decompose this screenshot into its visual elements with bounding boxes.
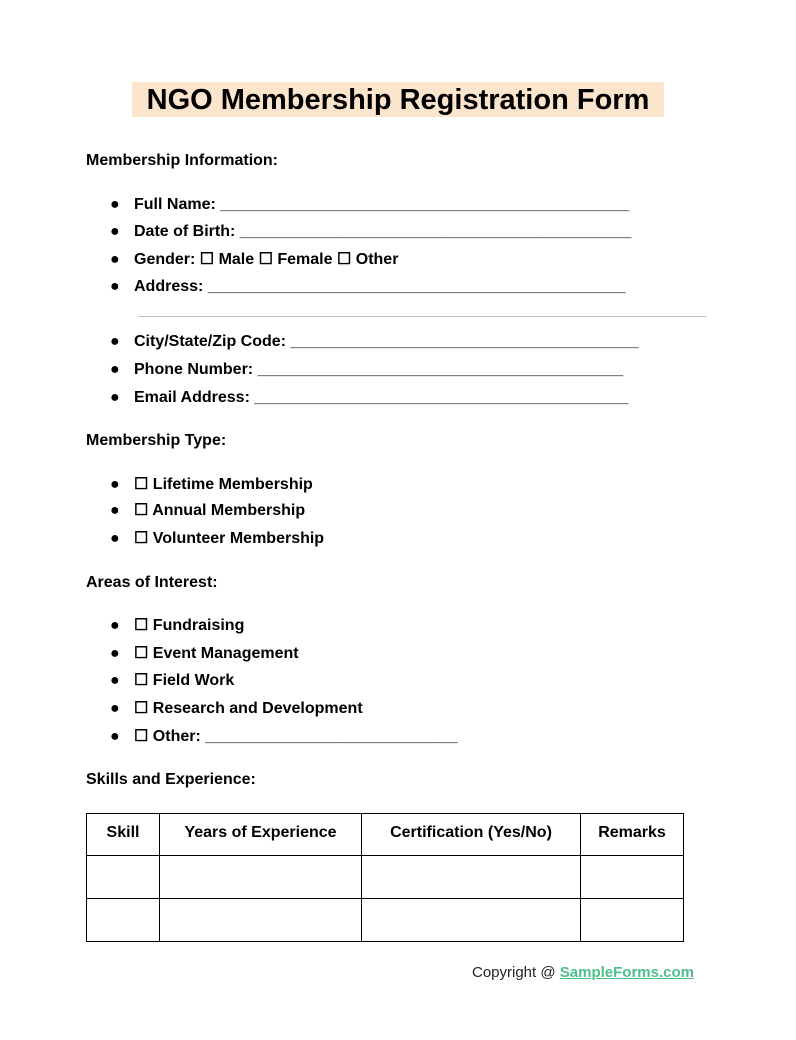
interest-option-research[interactable]: ● ☐ Research and Development — [110, 700, 363, 717]
bullet-icon: ● — [110, 196, 120, 213]
address-second-line[interactable] — [138, 316, 706, 317]
membership-option-lifetime[interactable]: ● ☐ Lifetime Membership — [110, 476, 313, 493]
full-name-blank[interactable]: _______________________________________________ — [220, 196, 630, 213]
city-state-zip-field[interactable]: ● City/State/Zip Code: ________________________________________ — [110, 333, 639, 350]
bullet-icon: ● — [110, 476, 120, 493]
column-header-certification: Certification (Yes/No) — [362, 814, 581, 856]
table-cell[interactable] — [87, 856, 160, 899]
column-header-remarks: Remarks — [581, 814, 684, 856]
table-cell[interactable] — [362, 899, 581, 942]
bullet-icon: ● — [110, 645, 120, 662]
bullet-icon: ● — [110, 278, 120, 295]
membership-option-annual[interactable]: ● ☐ Annual Membership — [110, 502, 306, 519]
sampleforms-link[interactable]: SampleForms.com — [559, 964, 694, 981]
bullet-icon: ● — [110, 617, 120, 634]
bullet-icon: ● — [110, 361, 120, 378]
bullet-icon: ● — [110, 502, 120, 519]
city-state-zip-blank[interactable]: ________________________________________ — [290, 333, 639, 350]
interest-option-fundraising[interactable]: ● ☐ Fundraising — [110, 617, 245, 634]
bullet-icon: ● — [110, 700, 120, 717]
address-blank[interactable]: ________________________________________________ — [207, 278, 626, 295]
gender-options[interactable]: Gender: ☐ Male ☐ Female ☐ Other — [134, 251, 399, 268]
date-of-birth-blank[interactable]: _____________________________________________ — [239, 223, 632, 240]
column-header-years: Years of Experience — [160, 814, 362, 856]
bullet-icon: ● — [110, 530, 120, 547]
interest-option-other[interactable]: ● ☐ Other: _____________________________ — [110, 728, 458, 745]
bullet-icon: ● — [110, 223, 120, 240]
skills-heading: Skills and Experience: — [86, 771, 256, 788]
column-header-skill: Skill — [87, 814, 160, 856]
address-field[interactable]: ● Address: ________________________________________________ — [110, 278, 626, 295]
skills-table — [86, 813, 684, 942]
full-name-field[interactable]: ● Full Name: _______________________________________________ — [110, 196, 630, 213]
bullet-icon: ● — [110, 251, 120, 268]
table-header-row — [87, 814, 684, 856]
gender-field[interactable] — [110, 251, 398, 269]
table-row — [87, 899, 684, 942]
interest-option-field-work[interactable]: ● ☐ Field Work — [110, 672, 235, 689]
date-of-birth-field[interactable]: ● Date of Birth: _____________________________________________ — [110, 223, 632, 240]
footer-copyright: Copyright @ SampleForms.com — [472, 964, 694, 981]
phone-number-blank[interactable]: __________________________________________ — [257, 361, 623, 378]
form-title: NGO Membership Registration Form — [132, 82, 664, 117]
interest-other-blank[interactable]: _____________________________ — [205, 728, 458, 745]
table-cell[interactable] — [362, 856, 581, 899]
email-address-field[interactable]: ● Email Address: ___________________________________________ — [110, 389, 629, 406]
email-address-blank[interactable]: ___________________________________________ — [254, 389, 629, 406]
table-cell[interactable] — [581, 856, 684, 899]
bullet-icon: ● — [110, 333, 120, 350]
bullet-icon: ● — [110, 672, 120, 689]
bullet-icon: ● — [110, 728, 120, 745]
interest-option-event-management[interactable]: ● ☐ Event Management — [110, 645, 299, 662]
bullet-icon: ● — [110, 389, 120, 406]
table-cell[interactable] — [581, 899, 684, 942]
table-row — [87, 856, 684, 899]
table-cell[interactable] — [160, 856, 362, 899]
areas-of-interest-heading: Areas of Interest: — [86, 574, 218, 591]
table-cell[interactable] — [160, 899, 362, 942]
phone-number-field[interactable]: ● Phone Number: __________________________________________ — [110, 361, 623, 378]
membership-type-heading: Membership Type: — [86, 432, 227, 449]
membership-info-heading: Membership Information: — [86, 152, 279, 169]
table-cell[interactable] — [87, 899, 160, 942]
membership-option-volunteer[interactable]: ● ☐ Volunteer Membership — [110, 530, 325, 547]
